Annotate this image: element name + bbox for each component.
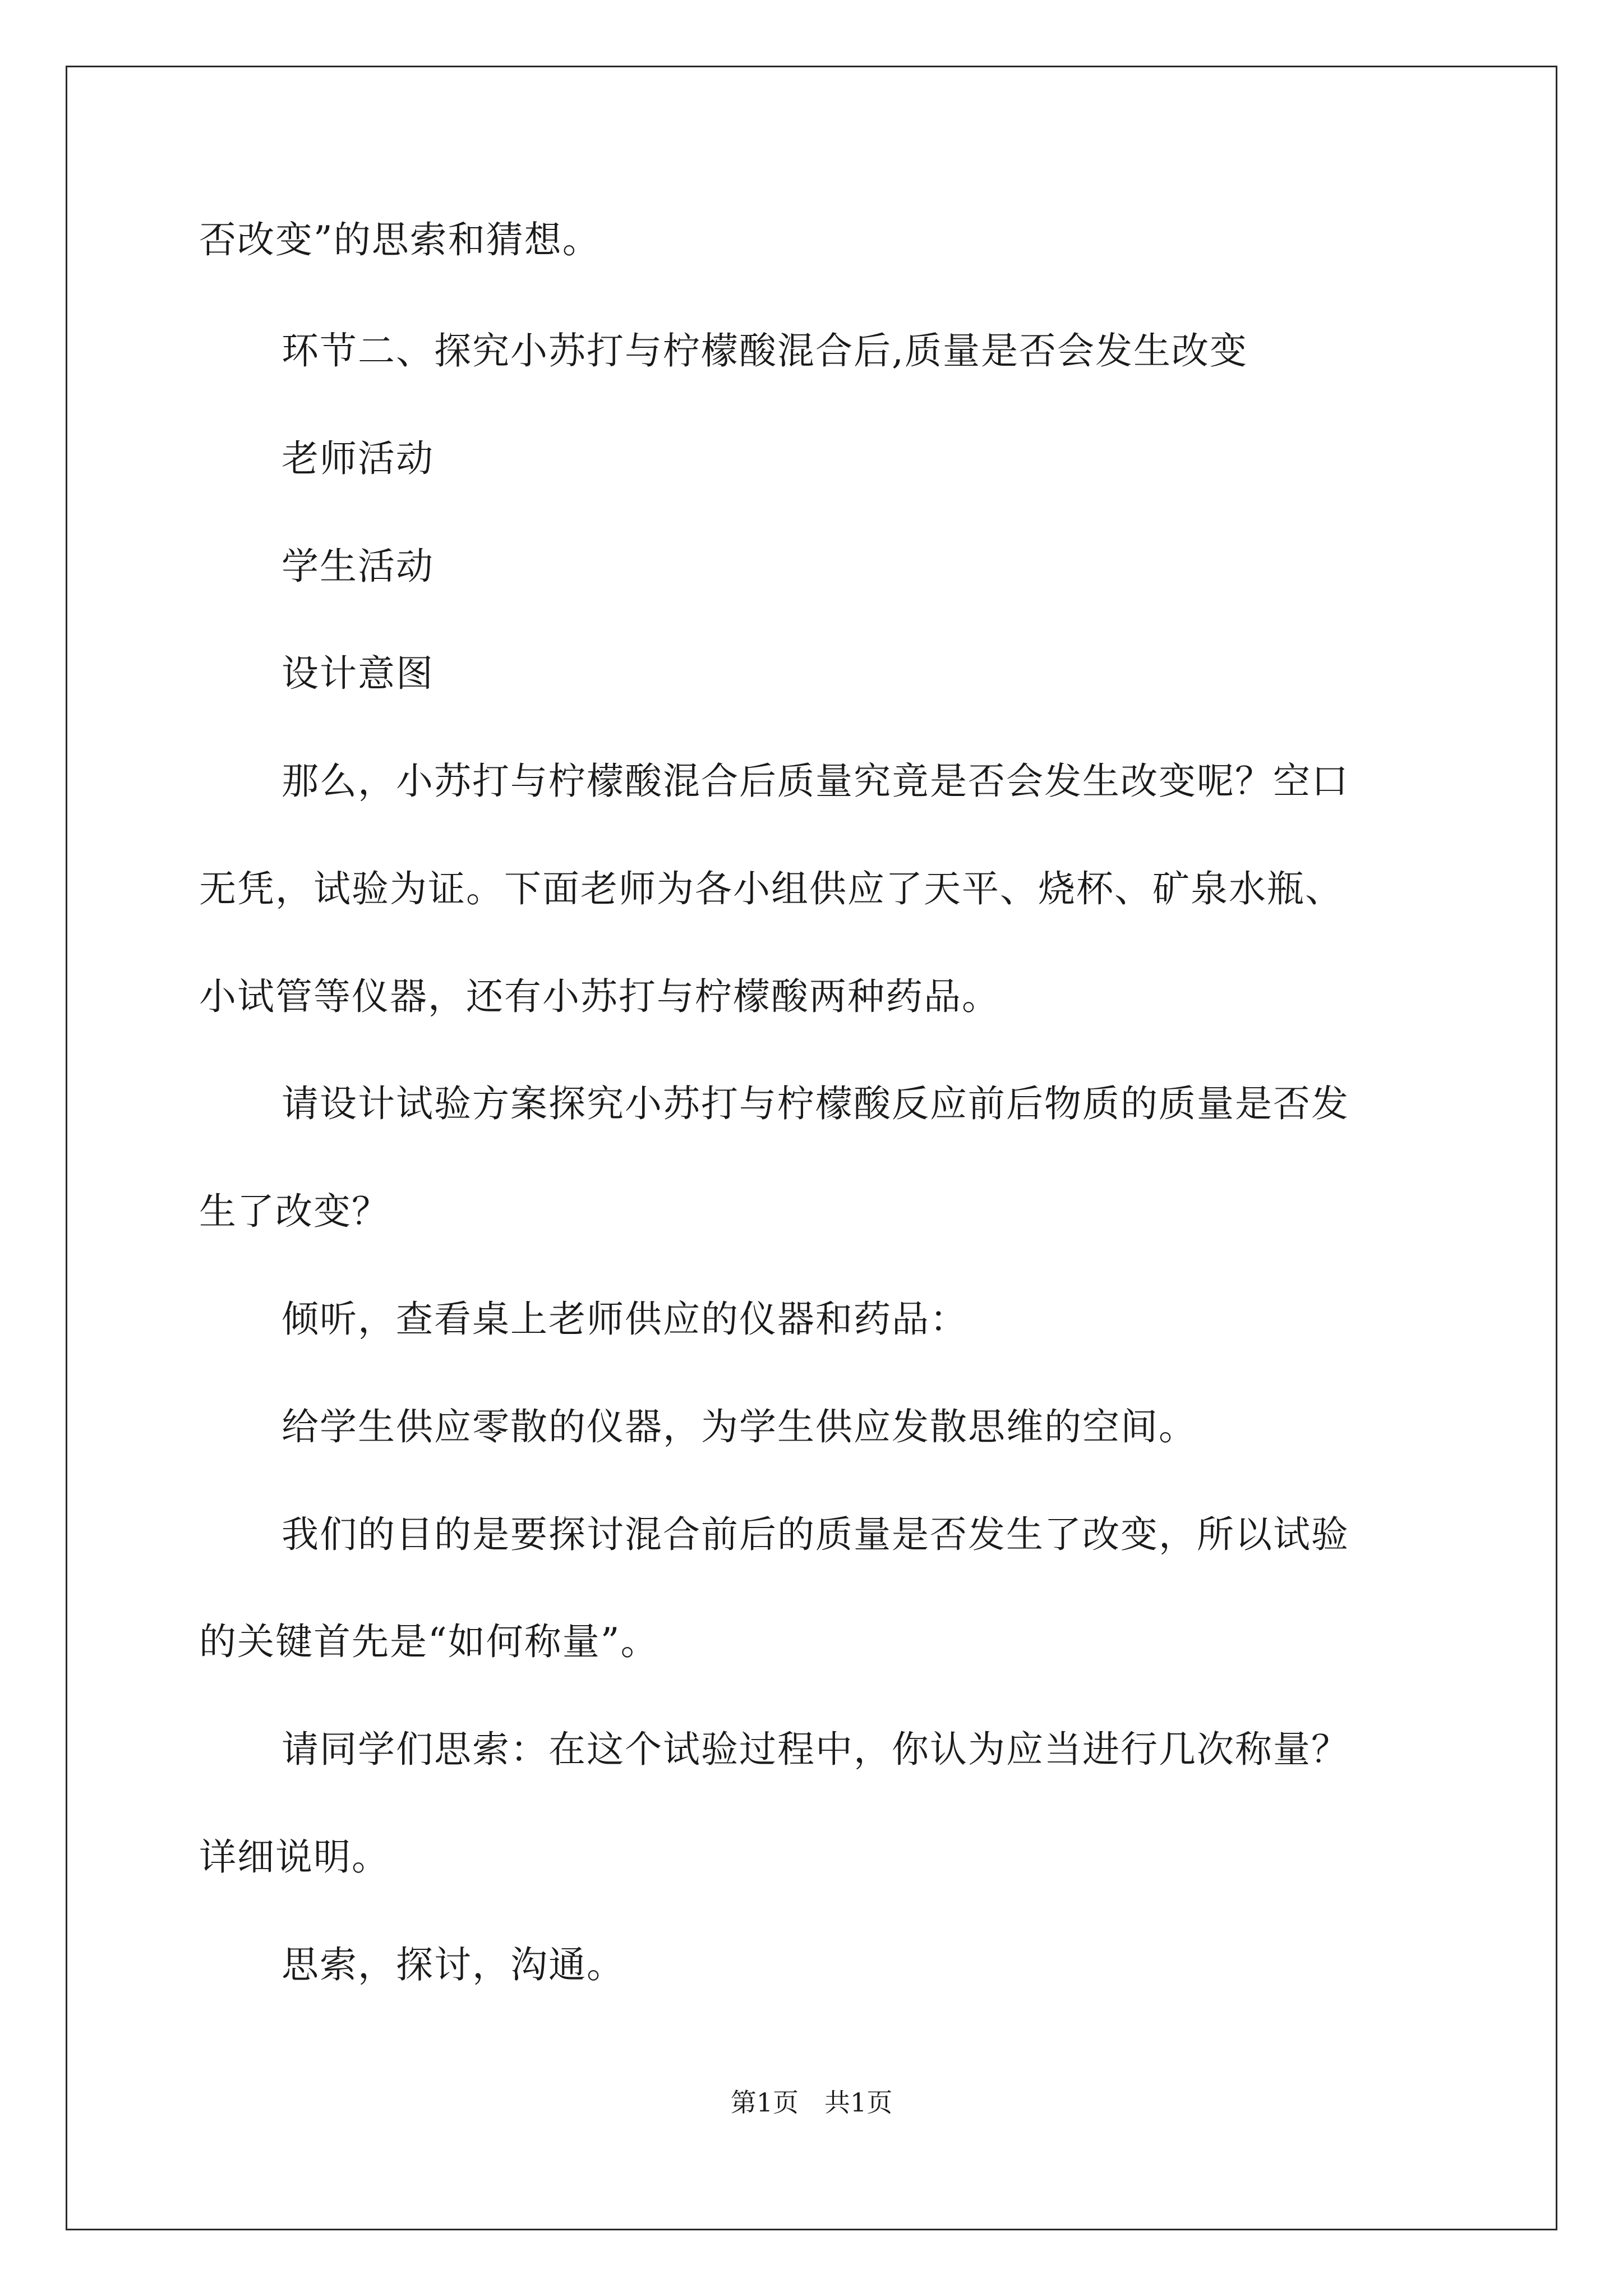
- section-heading: 环节二、探究小苏打与柠檬酸混合后,质量是否会发生改变: [282, 329, 1248, 372]
- paragraph-line: 思索，探讨，沟通。: [282, 1943, 625, 1986]
- text-line-design-intent: 设计意图: [282, 652, 434, 695]
- text-line-1: 否改变”的思索和猜想。: [199, 218, 601, 261]
- paragraph-line: 请设计试验方案探究小苏打与柠檬酸反应前后物质的质量是否发: [282, 1082, 1349, 1125]
- paragraph-line: 请同学们思索：在这个试验过程中，你认为应当进行几次称量？: [282, 1728, 1349, 1771]
- paragraph-line: 生了改变？: [199, 1190, 390, 1233]
- paragraph-line: 详细说明。: [199, 1835, 390, 1879]
- page-footer: 第1页 共1页: [730, 2087, 893, 2118]
- paragraph-line: 给学生供应零散的仪器，为学生供应发散思维的空间。: [282, 1405, 1197, 1448]
- paragraph-line: 无凭，试验为证。下面老师为各小组供应了天平、烧杯、矿泉水瓶、: [199, 867, 1343, 910]
- text-line-teacher-activity: 老师活动: [282, 437, 434, 480]
- paragraph-line: 小试管等仪器，还有小苏打与柠檬酸两种药品。: [199, 975, 1000, 1018]
- paragraph-line: 的关键首先是“如何称量”。: [199, 1620, 659, 1663]
- paragraph-line: 倾听，查看桌上老师供应的仪器和药品：: [282, 1297, 968, 1341]
- page-frame: [66, 66, 1557, 2230]
- paragraph-line: 那么，小苏打与柠檬酸混合后质量究竟是否会发生改变呢？空口: [282, 760, 1349, 803]
- text-line-student-activity: 学生活动: [282, 545, 434, 588]
- paragraph-line: 我们的目的是要探讨混合前后的质量是否发生了改变，所以试验: [282, 1513, 1349, 1556]
